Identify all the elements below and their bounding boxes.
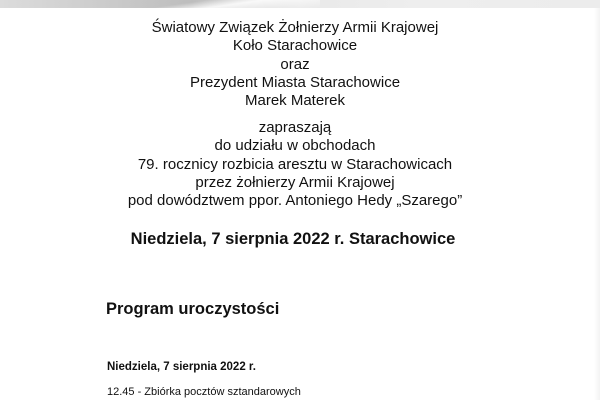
program-item: 12.45 - Zbiórka pocztów sztandarowych (107, 386, 301, 398)
program-title: Program uroczystości (106, 300, 280, 318)
decorative-swoosh (0, 0, 320, 8)
program-day-heading: Niedziela, 7 sierpnia 2022 r. (107, 361, 256, 373)
organizer-line: Światowy Związek Żołnierzy Armii Krajowej (151, 19, 439, 36)
top-decorative-band (0, 0, 600, 8)
invitation-line: 79. rocznicy rozbicia aresztu w Starachowicach (137, 155, 453, 173)
invitation-line: przez żołnierzy Armii Krajowej (195, 173, 395, 191)
organizers-block (0, 19, 590, 110)
event-date-heading: Niedziela, 7 sierpnia 2022 r. Starachowice (130, 230, 456, 248)
invitation-line: pod dowództwem ppor. Antoniego Hedy „Szarego” (127, 192, 463, 210)
page-edge-shadow (594, 8, 600, 400)
invitation-line: do udziału w obchodach (214, 137, 376, 155)
organizer-line: Koło Starachowice (232, 37, 358, 55)
organizer-line: Marek Materek (244, 92, 346, 110)
organizer-line: oraz (280, 55, 310, 73)
organizer-line: Prezydent Miasta Starachowice (189, 73, 401, 91)
invitation-line: zapraszają (258, 119, 332, 136)
invitation-block (0, 119, 590, 210)
